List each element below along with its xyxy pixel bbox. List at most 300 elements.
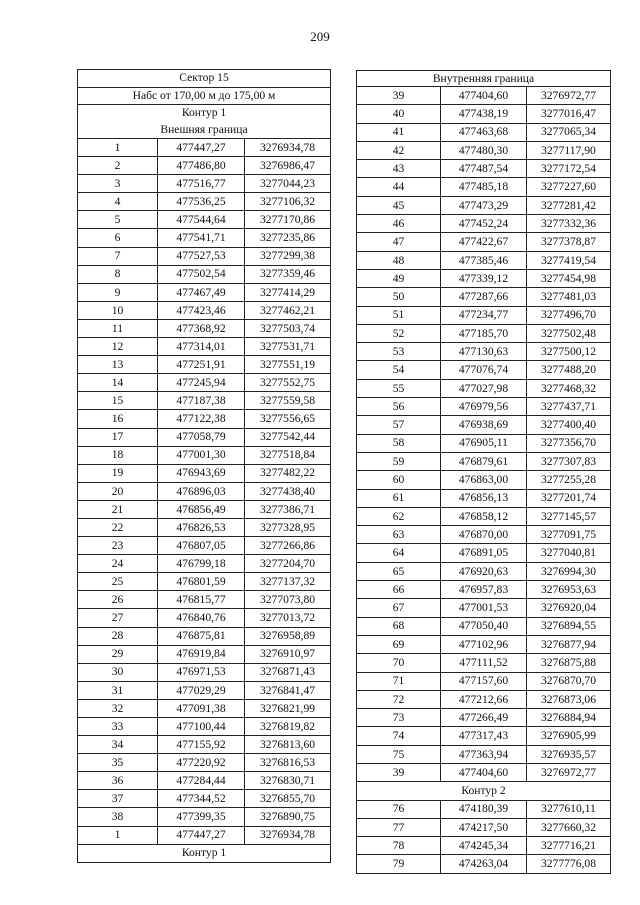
x-coordinate: 477399,35 xyxy=(158,808,245,826)
inner-boundary-header-row xyxy=(357,71,611,87)
table-row xyxy=(357,617,611,635)
table-row xyxy=(357,800,611,818)
table-row xyxy=(78,699,331,717)
inner-boundary-coordinates-table xyxy=(356,70,611,874)
point-number: 18 xyxy=(78,446,158,464)
table-row xyxy=(357,599,611,617)
table-row xyxy=(357,379,611,397)
y-coordinate: 3277481,03 xyxy=(527,288,611,306)
point-number: 46 xyxy=(357,215,441,233)
point-number: 54 xyxy=(357,361,441,379)
table-row xyxy=(78,754,331,772)
point-number: 5 xyxy=(78,211,158,229)
x-coordinate: 477423,46 xyxy=(158,301,245,319)
y-coordinate: 3277419,54 xyxy=(527,251,611,269)
point-number: 78 xyxy=(357,837,441,855)
point-number: 58 xyxy=(357,434,441,452)
x-coordinate: 477001,30 xyxy=(158,446,245,464)
table-row xyxy=(357,471,611,489)
x-coordinate: 477266,49 xyxy=(441,709,527,727)
x-coordinate: 477487,54 xyxy=(441,160,527,178)
y-coordinate: 3276935,57 xyxy=(527,745,611,763)
point-number: 23 xyxy=(78,537,158,555)
x-coordinate: 477480,30 xyxy=(441,141,527,159)
table-row xyxy=(78,718,331,736)
table-row xyxy=(357,233,611,251)
x-coordinate: 477100,44 xyxy=(158,718,245,736)
table-row xyxy=(357,507,611,525)
x-coordinate: 476856,49 xyxy=(158,500,245,518)
x-coordinate: 476863,00 xyxy=(441,471,527,489)
point-number: 40 xyxy=(357,105,441,123)
point-number: 30 xyxy=(78,663,158,681)
y-coordinate: 3276871,43 xyxy=(245,663,331,681)
y-coordinate: 3277551,19 xyxy=(245,356,331,374)
y-coordinate: 3277227,60 xyxy=(527,178,611,196)
point-number: 13 xyxy=(78,356,158,374)
point-number: 39 xyxy=(357,87,441,105)
x-coordinate: 476840,76 xyxy=(158,609,245,627)
table-row xyxy=(78,157,331,175)
point-number: 6 xyxy=(78,229,158,247)
x-coordinate: 477212,66 xyxy=(441,690,527,708)
point-number: 3 xyxy=(78,175,158,193)
table-row xyxy=(78,211,331,229)
table-row xyxy=(78,301,331,319)
table-row xyxy=(78,175,331,193)
point-number: 43 xyxy=(357,160,441,178)
boundary-header-row xyxy=(78,122,331,139)
table-row xyxy=(78,410,331,428)
point-number: 32 xyxy=(78,699,158,717)
x-coordinate: 477234,77 xyxy=(441,306,527,324)
x-coordinate: 476957,83 xyxy=(441,581,527,599)
x-coordinate: 477287,66 xyxy=(441,288,527,306)
x-coordinate: 476979,56 xyxy=(441,398,527,416)
point-number: 25 xyxy=(78,573,158,591)
table-row xyxy=(357,727,611,745)
contour-2-title-row xyxy=(357,782,611,800)
table-row xyxy=(357,745,611,763)
point-number: 42 xyxy=(357,141,441,159)
point-number: 21 xyxy=(78,500,158,518)
x-coordinate: 477058,79 xyxy=(158,428,245,446)
y-coordinate: 3276910,97 xyxy=(245,645,331,663)
y-coordinate: 3276972,77 xyxy=(527,87,611,105)
table-row xyxy=(357,562,611,580)
point-number: 14 xyxy=(78,374,158,392)
page-number: 209 xyxy=(310,29,330,44)
x-coordinate: 476891,05 xyxy=(441,544,527,562)
point-number: 77 xyxy=(357,818,441,836)
table-row xyxy=(357,288,611,306)
table-row xyxy=(357,324,611,342)
table-row xyxy=(357,160,611,178)
table-row xyxy=(78,139,331,157)
x-coordinate: 477076,74 xyxy=(441,361,527,379)
y-coordinate: 3277559,58 xyxy=(245,392,331,410)
x-coordinate: 477245,94 xyxy=(158,374,245,392)
y-coordinate: 3277496,70 xyxy=(527,306,611,324)
table-row xyxy=(78,736,331,754)
point-number: 79 xyxy=(357,855,441,873)
table-row xyxy=(357,709,611,727)
y-coordinate: 3277170,86 xyxy=(245,211,331,229)
point-number: 53 xyxy=(357,343,441,361)
y-coordinate: 3276986,47 xyxy=(245,157,331,175)
table-row xyxy=(78,482,331,500)
table-row xyxy=(357,105,611,123)
x-coordinate: 477516,77 xyxy=(158,175,245,193)
x-coordinate: 477220,92 xyxy=(158,754,245,772)
y-coordinate: 3277117,90 xyxy=(527,141,611,159)
y-coordinate: 3277040,81 xyxy=(527,544,611,562)
point-number: 66 xyxy=(357,581,441,599)
y-coordinate: 3277137,32 xyxy=(245,573,331,591)
table-row xyxy=(78,283,331,301)
y-coordinate: 3277438,40 xyxy=(245,482,331,500)
point-number: 1 xyxy=(78,139,158,157)
y-coordinate: 3277518,84 xyxy=(245,446,331,464)
y-coordinate: 3277328,95 xyxy=(245,518,331,536)
y-coordinate: 3276894,55 xyxy=(527,617,611,635)
table-row xyxy=(78,374,331,392)
point-number: 11 xyxy=(78,319,158,337)
table-row xyxy=(78,464,331,482)
y-coordinate: 3276816,53 xyxy=(245,754,331,772)
height-range-row xyxy=(78,87,331,105)
x-coordinate: 477102,96 xyxy=(441,635,527,653)
x-coordinate: 477486,80 xyxy=(158,157,245,175)
y-coordinate: 3277716,21 xyxy=(527,837,611,855)
table-row xyxy=(357,141,611,159)
y-coordinate: 3277255,28 xyxy=(527,471,611,489)
x-coordinate: 477527,53 xyxy=(158,247,245,265)
point-number: 19 xyxy=(78,464,158,482)
point-number: 51 xyxy=(357,306,441,324)
table-row xyxy=(78,537,331,555)
point-number: 61 xyxy=(357,489,441,507)
x-coordinate: 474245,34 xyxy=(441,837,527,855)
table-row xyxy=(78,338,331,356)
x-coordinate: 477185,70 xyxy=(441,324,527,342)
x-coordinate: 477001,53 xyxy=(441,599,527,617)
y-coordinate: 3276877,94 xyxy=(527,635,611,653)
point-number: 33 xyxy=(78,718,158,736)
x-coordinate: 476943,69 xyxy=(158,464,245,482)
point-number: 4 xyxy=(78,193,158,211)
point-number: 50 xyxy=(357,288,441,306)
point-number: 55 xyxy=(357,379,441,397)
x-coordinate: 477155,92 xyxy=(158,736,245,754)
table-row xyxy=(78,356,331,374)
y-coordinate: 3277776,08 xyxy=(527,855,611,873)
point-number: 29 xyxy=(78,645,158,663)
y-coordinate: 3277359,46 xyxy=(245,265,331,283)
x-coordinate: 477029,29 xyxy=(158,681,245,699)
table-row xyxy=(357,434,611,452)
table-row xyxy=(357,269,611,287)
point-number: 71 xyxy=(357,672,441,690)
table-row xyxy=(357,818,611,836)
table-row xyxy=(78,627,331,645)
x-coordinate: 474180,39 xyxy=(441,800,527,818)
x-coordinate: 476905,11 xyxy=(441,434,527,452)
table-row xyxy=(357,87,611,105)
x-coordinate: 477404,60 xyxy=(441,763,527,781)
point-number: 56 xyxy=(357,398,441,416)
y-coordinate: 3277462,21 xyxy=(245,301,331,319)
y-coordinate: 3276841,47 xyxy=(245,681,331,699)
table-row xyxy=(78,609,331,627)
table-row xyxy=(78,772,331,790)
x-coordinate: 477447,27 xyxy=(158,826,245,844)
x-coordinate: 476875,81 xyxy=(158,627,245,645)
y-coordinate: 3277610,11 xyxy=(527,800,611,818)
x-coordinate: 477544,64 xyxy=(158,211,245,229)
y-coordinate: 3276890,75 xyxy=(245,808,331,826)
y-coordinate: 3277356,70 xyxy=(527,434,611,452)
y-coordinate: 3276920,04 xyxy=(527,599,611,617)
table-row xyxy=(357,763,611,781)
x-coordinate: 477385,46 xyxy=(441,251,527,269)
y-coordinate: 3277106,32 xyxy=(245,193,331,211)
point-number: 37 xyxy=(78,790,158,808)
point-number: 36 xyxy=(78,772,158,790)
point-number: 20 xyxy=(78,482,158,500)
x-coordinate: 477317,43 xyxy=(441,727,527,745)
y-coordinate: 3277201,74 xyxy=(527,489,611,507)
y-coordinate: 3277172,54 xyxy=(527,160,611,178)
x-coordinate: 477111,52 xyxy=(441,654,527,672)
x-coordinate: 477050,40 xyxy=(441,617,527,635)
point-number: 65 xyxy=(357,562,441,580)
x-coordinate: 476826,53 xyxy=(158,518,245,536)
y-coordinate: 3276958,89 xyxy=(245,627,331,645)
x-coordinate: 477467,49 xyxy=(158,283,245,301)
table-row xyxy=(357,581,611,599)
y-coordinate: 3277073,80 xyxy=(245,591,331,609)
point-number: 60 xyxy=(357,471,441,489)
point-number: 57 xyxy=(357,416,441,434)
point-number: 52 xyxy=(357,324,441,342)
point-number: 7 xyxy=(78,247,158,265)
y-coordinate: 3276830,71 xyxy=(245,772,331,790)
y-coordinate: 3277266,86 xyxy=(245,537,331,555)
point-number: 10 xyxy=(78,301,158,319)
point-number: 68 xyxy=(357,617,441,635)
table-row xyxy=(78,663,331,681)
y-coordinate: 3277552,75 xyxy=(245,374,331,392)
x-coordinate: 477368,92 xyxy=(158,319,245,337)
point-number: 38 xyxy=(78,808,158,826)
x-coordinate: 476858,12 xyxy=(441,507,527,525)
table-row xyxy=(357,251,611,269)
x-coordinate: 476801,59 xyxy=(158,573,245,591)
y-coordinate: 3277016,47 xyxy=(527,105,611,123)
table-row xyxy=(78,428,331,446)
point-number: 26 xyxy=(78,591,158,609)
table-row xyxy=(357,544,611,562)
table-row xyxy=(357,361,611,379)
table-row xyxy=(78,645,331,663)
table-row xyxy=(78,591,331,609)
x-coordinate: 477473,29 xyxy=(441,196,527,214)
y-coordinate: 3277437,71 xyxy=(527,398,611,416)
point-number: 75 xyxy=(357,745,441,763)
table-row xyxy=(78,826,331,844)
y-coordinate: 3276953,63 xyxy=(527,581,611,599)
x-coordinate: 474217,50 xyxy=(441,818,527,836)
point-number: 35 xyxy=(78,754,158,772)
y-coordinate: 3277065,34 xyxy=(527,123,611,141)
contour-2-title: Контур 2 xyxy=(357,782,611,800)
y-coordinate: 3276870,70 xyxy=(527,672,611,690)
table-row xyxy=(357,178,611,196)
y-coordinate: 3277235,86 xyxy=(245,229,331,247)
x-coordinate: 477463,68 xyxy=(441,123,527,141)
point-number: 47 xyxy=(357,233,441,251)
y-coordinate: 3277400,40 xyxy=(527,416,611,434)
point-number: 76 xyxy=(357,800,441,818)
table-row xyxy=(78,790,331,808)
x-coordinate: 477130,63 xyxy=(441,343,527,361)
contour-footer: Контур 1 xyxy=(78,844,331,862)
x-coordinate: 476938,69 xyxy=(441,416,527,434)
x-coordinate: 477284,44 xyxy=(158,772,245,790)
y-coordinate: 3276934,78 xyxy=(245,826,331,844)
table-row xyxy=(357,635,611,653)
point-number: 63 xyxy=(357,526,441,544)
x-coordinate: 476919,84 xyxy=(158,645,245,663)
point-number: 44 xyxy=(357,178,441,196)
table-row xyxy=(357,855,611,873)
x-coordinate: 477122,38 xyxy=(158,410,245,428)
x-coordinate: 477541,71 xyxy=(158,229,245,247)
table-row xyxy=(357,398,611,416)
table-row xyxy=(357,196,611,214)
point-number: 69 xyxy=(357,635,441,653)
x-coordinate: 476799,18 xyxy=(158,555,245,573)
point-number: 2 xyxy=(78,157,158,175)
table-row xyxy=(357,306,611,324)
point-number: 15 xyxy=(78,392,158,410)
x-coordinate: 477091,38 xyxy=(158,699,245,717)
point-number: 28 xyxy=(78,627,158,645)
x-coordinate: 477422,67 xyxy=(441,233,527,251)
y-coordinate: 3276994,30 xyxy=(527,562,611,580)
table-row xyxy=(357,123,611,141)
y-coordinate: 3276905,99 xyxy=(527,727,611,745)
y-coordinate: 3277503,74 xyxy=(245,319,331,337)
y-coordinate: 3277332,36 xyxy=(527,215,611,233)
y-coordinate: 3277500,12 xyxy=(527,343,611,361)
table-row xyxy=(78,555,331,573)
point-number: 34 xyxy=(78,736,158,754)
table-row xyxy=(78,229,331,247)
y-coordinate: 3276875,88 xyxy=(527,654,611,672)
point-number: 62 xyxy=(357,507,441,525)
table-row xyxy=(357,654,611,672)
y-coordinate: 3276821,99 xyxy=(245,699,331,717)
table-row xyxy=(357,690,611,708)
point-number: 22 xyxy=(78,518,158,536)
y-coordinate: 3277414,29 xyxy=(245,283,331,301)
x-coordinate: 476971,53 xyxy=(158,663,245,681)
y-coordinate: 3276873,06 xyxy=(527,690,611,708)
y-coordinate: 3276819,82 xyxy=(245,718,331,736)
point-number: 12 xyxy=(78,338,158,356)
y-coordinate: 3277299,38 xyxy=(245,247,331,265)
x-coordinate: 477344,52 xyxy=(158,790,245,808)
y-coordinate: 3277091,75 xyxy=(527,526,611,544)
y-coordinate: 3276972,77 xyxy=(527,763,611,781)
point-number: 16 xyxy=(78,410,158,428)
point-number: 70 xyxy=(357,654,441,672)
y-coordinate: 3277386,71 xyxy=(245,500,331,518)
x-coordinate: 477452,24 xyxy=(441,215,527,233)
point-number: 64 xyxy=(357,544,441,562)
y-coordinate: 3277556,65 xyxy=(245,410,331,428)
table-row xyxy=(357,526,611,544)
contour-footer-row xyxy=(78,844,331,862)
x-coordinate: 477438,19 xyxy=(441,105,527,123)
y-coordinate: 3277502,48 xyxy=(527,324,611,342)
y-coordinate: 3277468,32 xyxy=(527,379,611,397)
point-number: 41 xyxy=(357,123,441,141)
point-number: 45 xyxy=(357,196,441,214)
y-coordinate: 3276813,60 xyxy=(245,736,331,754)
y-coordinate: 3277145,57 xyxy=(527,507,611,525)
point-number: 8 xyxy=(78,265,158,283)
y-coordinate: 3277044,23 xyxy=(245,175,331,193)
x-coordinate: 477447,27 xyxy=(158,139,245,157)
point-number: 24 xyxy=(78,555,158,573)
table-row xyxy=(78,573,331,591)
x-coordinate: 476920,63 xyxy=(441,562,527,580)
y-coordinate: 3277488,20 xyxy=(527,361,611,379)
table-row xyxy=(357,452,611,470)
y-coordinate: 3277013,72 xyxy=(245,609,331,627)
boundary-title: Внешняя граница xyxy=(78,122,331,139)
y-coordinate: 3276855,70 xyxy=(245,790,331,808)
y-coordinate: 3277482,22 xyxy=(245,464,331,482)
table-row xyxy=(357,672,611,690)
table-row xyxy=(78,193,331,211)
point-number: 1 xyxy=(78,826,158,844)
x-coordinate: 477363,94 xyxy=(441,745,527,763)
table-row xyxy=(78,446,331,464)
table-row xyxy=(357,343,611,361)
x-coordinate: 477187,38 xyxy=(158,392,245,410)
table-row xyxy=(357,489,611,507)
point-number: 73 xyxy=(357,709,441,727)
x-coordinate: 477027,98 xyxy=(441,379,527,397)
y-coordinate: 3277542,44 xyxy=(245,428,331,446)
table-row xyxy=(78,265,331,283)
table-row xyxy=(78,500,331,518)
y-coordinate: 3277281,42 xyxy=(527,196,611,214)
table-row xyxy=(78,808,331,826)
x-coordinate: 476896,03 xyxy=(158,482,245,500)
x-coordinate: 476870,00 xyxy=(441,526,527,544)
x-coordinate: 477339,12 xyxy=(441,269,527,287)
x-coordinate: 477251,91 xyxy=(158,356,245,374)
table-row xyxy=(78,681,331,699)
x-coordinate: 476815,77 xyxy=(158,591,245,609)
point-number: 9 xyxy=(78,283,158,301)
contour-title: Контур 1 xyxy=(78,105,331,122)
